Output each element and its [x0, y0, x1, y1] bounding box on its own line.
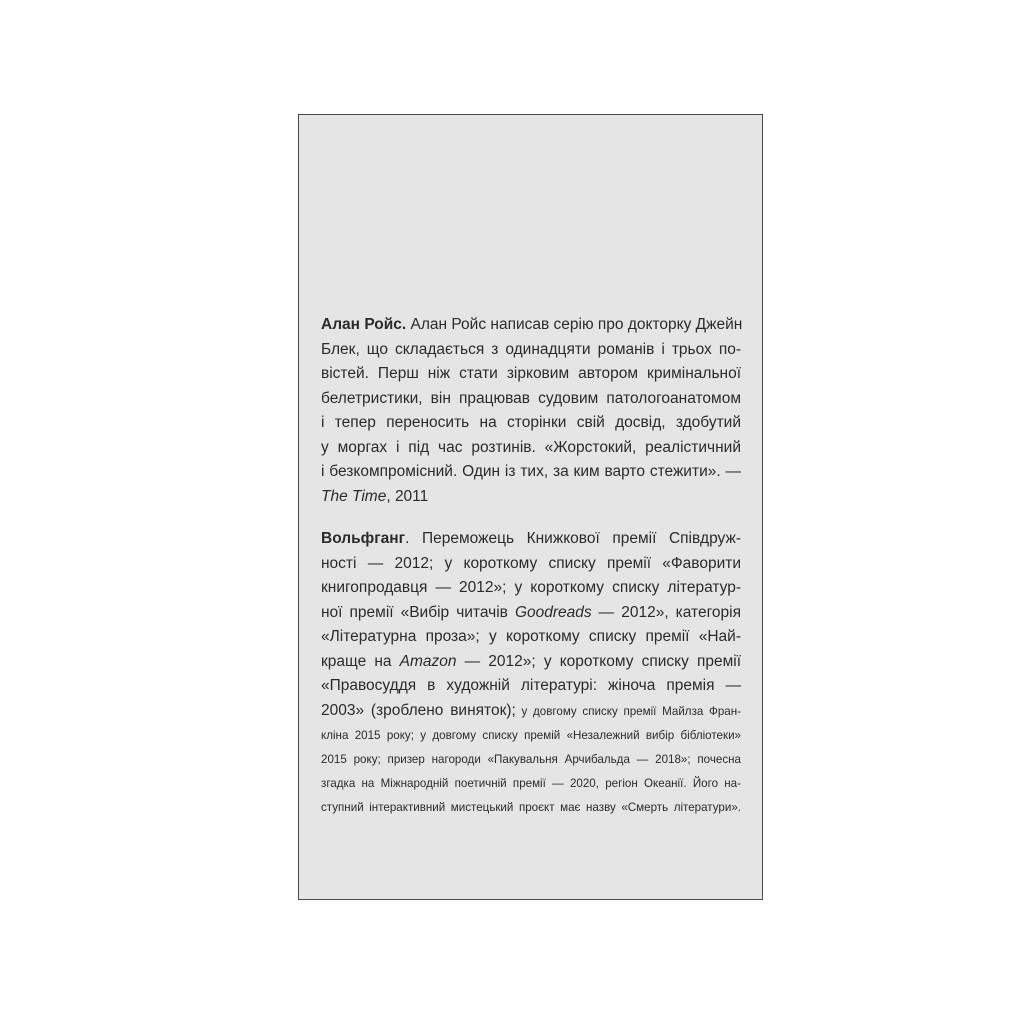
book-page: [298, 114, 763, 900]
bio-line: 2003» (зроблено виняток); у довгому списку премії Майлза Фран-: [321, 701, 741, 719]
bio-line: книгопродавця — 2012»; у короткому списку літератур-: [321, 579, 741, 596]
bio-line: і безкомпромісний. Один із тих, за ким варто стежити». —: [321, 463, 741, 480]
author-bio-wolfgang: [321, 527, 741, 821]
bio-line: вістей. Перш ніж стати зірковим автором кримінальної: [321, 365, 741, 382]
bio-line: Вольфганг. Переможець Книжкової премії Співдруж-: [321, 530, 741, 547]
bio-line: у моргах і під час розтинів. «Жорстокий, реалістичний: [321, 438, 741, 456]
bio-line-small: кліна 2015 року; у довгому списку премій «Незалежний вибір бібліотеки»: [321, 728, 741, 742]
author-name: Алан Ройс.: [321, 316, 407, 333]
bio-source: The Time, 2011: [321, 487, 429, 505]
source-title: The Time: [321, 487, 387, 505]
bio-line: і тепер переносить на сторінки свій досвід, здобутий: [321, 414, 741, 431]
bio-line: ної премії «Вибір читачів Goodreads — 2012», категорія: [321, 603, 741, 621]
bio-line: ності — 2012; у короткому списку премії «Фаворити: [321, 554, 741, 572]
bio-line: Алан Ройс. Алан Ройс написав серію про докторку Джейн: [321, 316, 743, 333]
bio-line-small: згадка на Міжнародній поетичній премії — 2020, регіон Океанії. Його на-: [321, 777, 741, 791]
author-name: Вольфганг: [321, 530, 406, 547]
bio-line: «Правосуддя в художній літературі: жіноча премія —: [321, 677, 741, 694]
bio-line-small: 2015 року; призер нагороди «Пакувальня Арчибальда — 2018»; почесна: [321, 752, 741, 766]
bio-line: «Літературна проза»; у короткому списку премії «Най-: [321, 628, 741, 645]
bio-line: краще на Amazon — 2012»; у короткому списку премії: [321, 652, 742, 670]
bio-line-small: ступний інтерактивний мистецький проєкт має назву «Смерть літератури».: [321, 801, 741, 815]
bio-line: Блек, що складається з одинадцяти романів і трьох по-: [321, 340, 741, 358]
bio-line: белетристики, він працював судовим патологоанатомом: [321, 389, 741, 407]
author-bio-alan-royce: [321, 313, 741, 509]
